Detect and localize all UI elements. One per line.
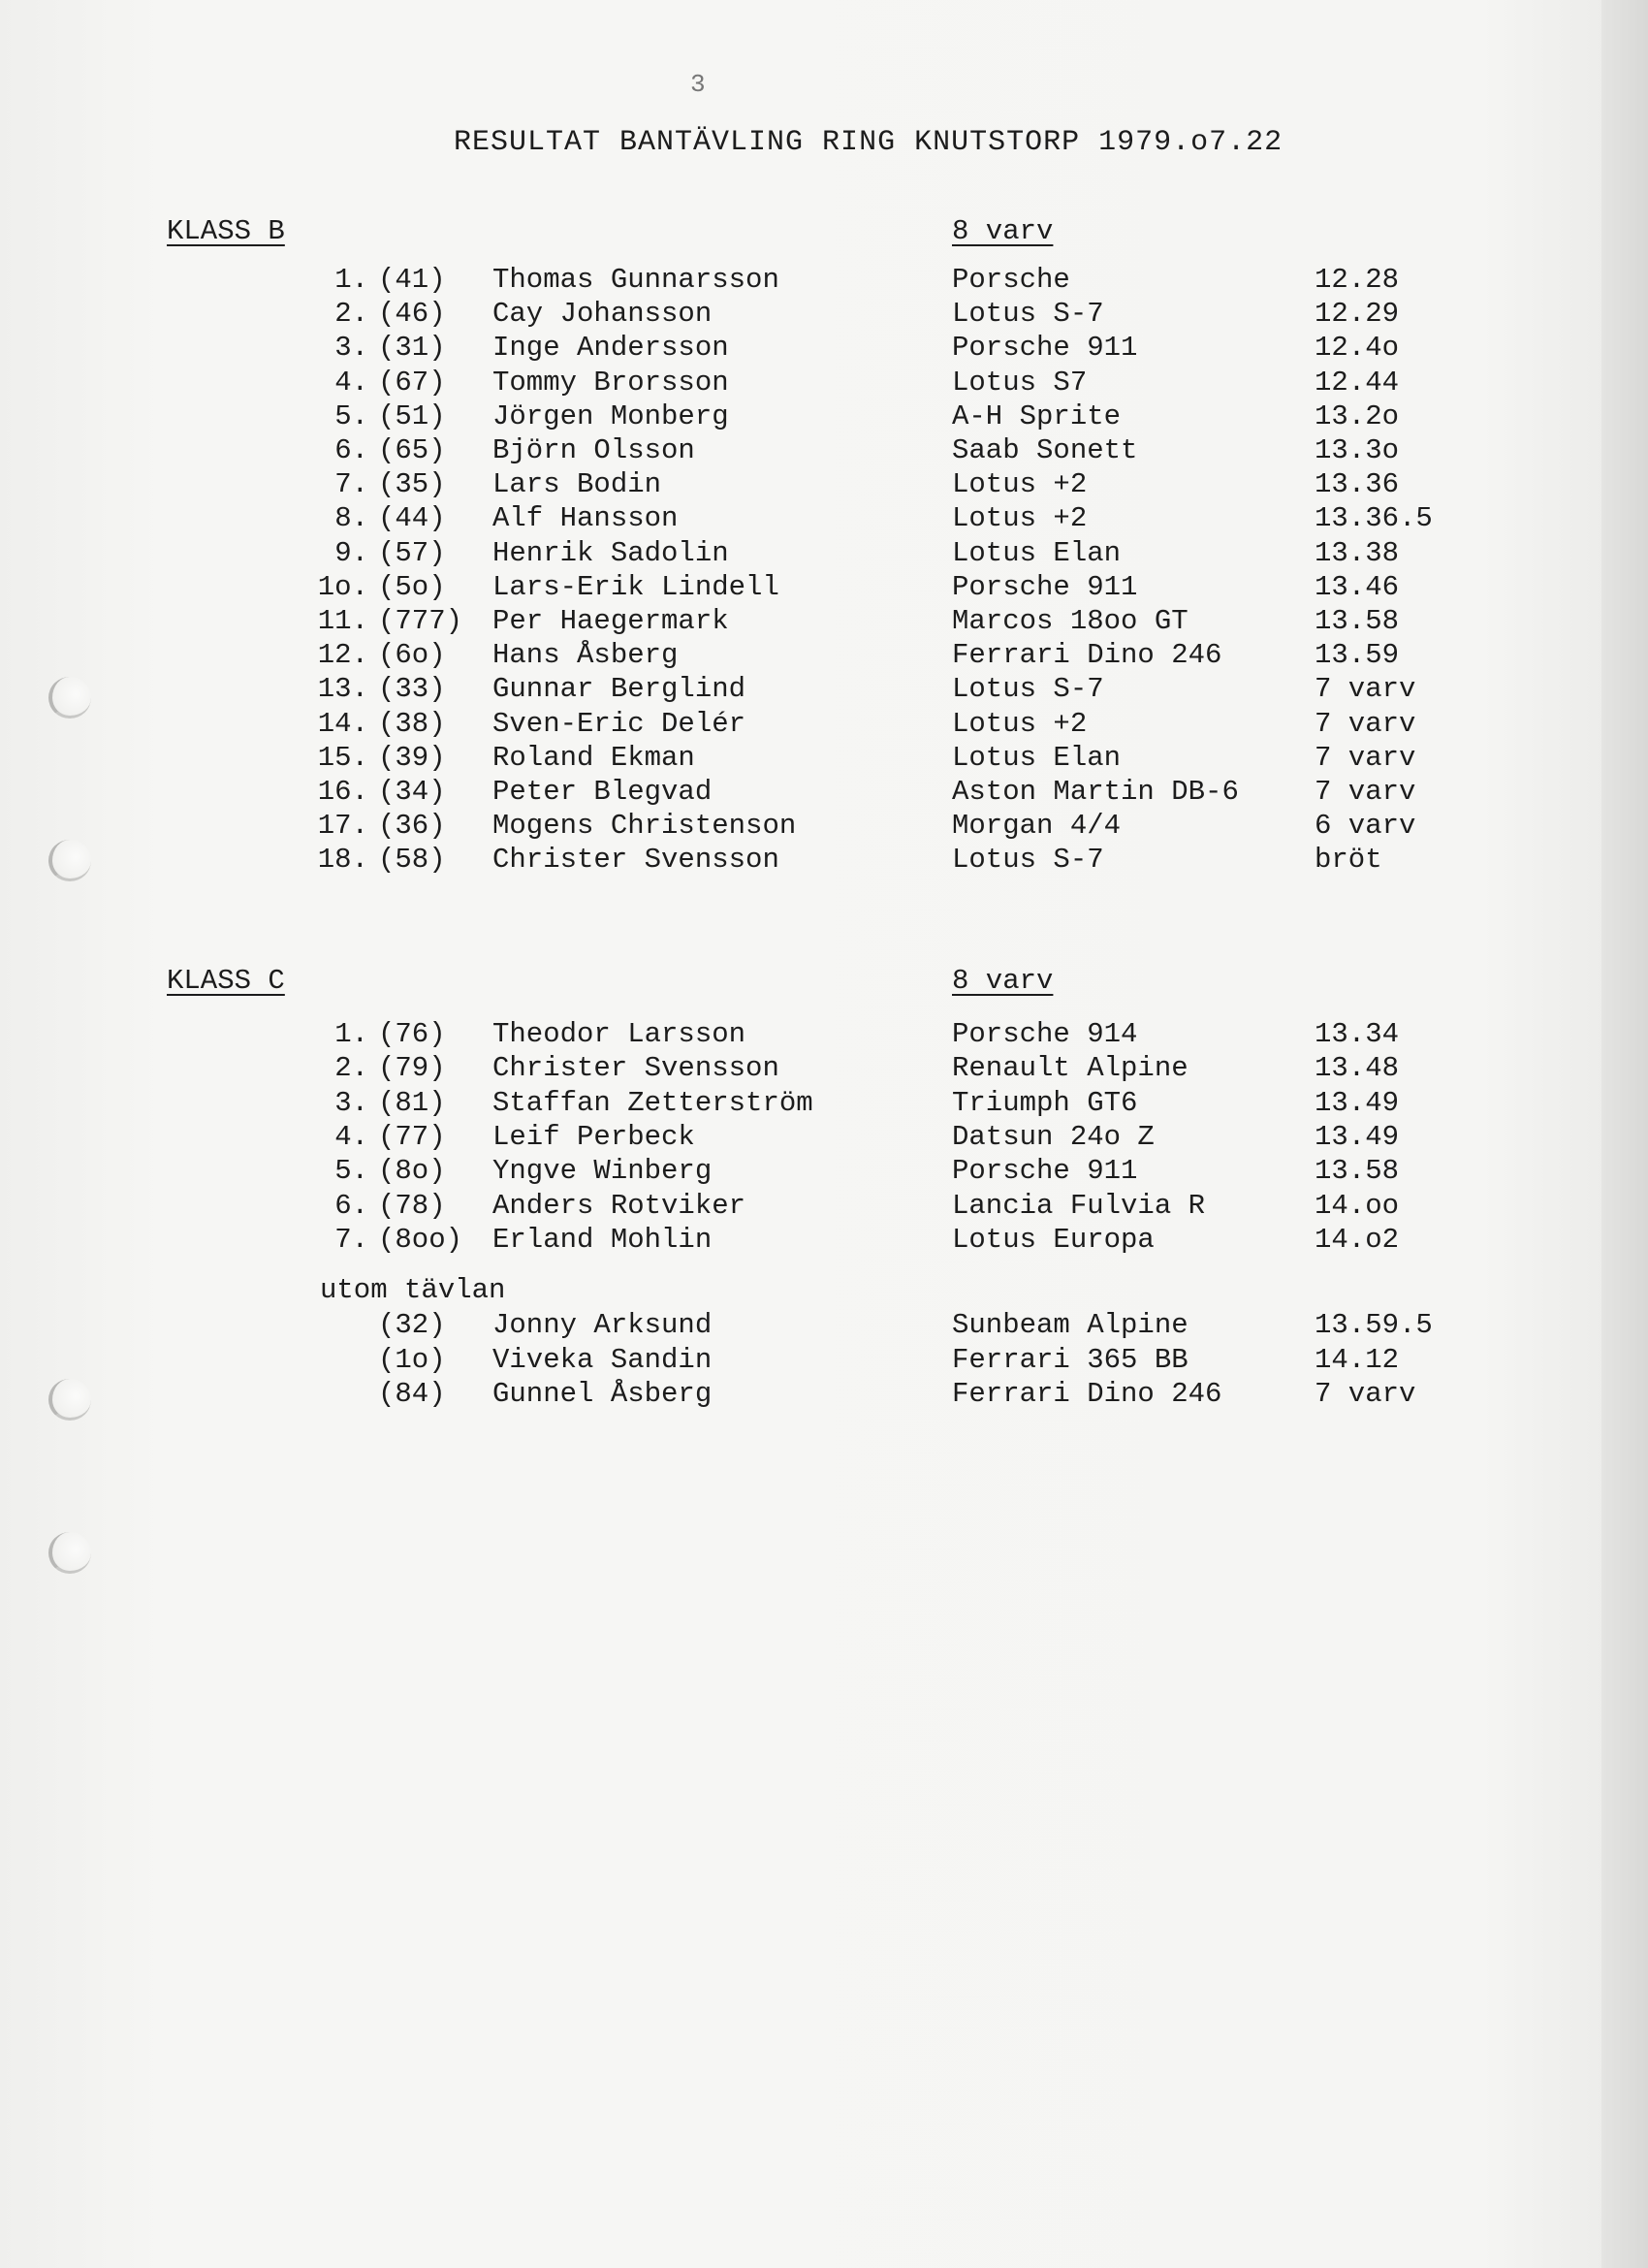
row-num: (32) — [378, 1309, 446, 1341]
row-name: Gunnel Åsberg — [492, 1378, 713, 1410]
row-name: Lars-Erik Lindell — [492, 570, 779, 603]
row-result: 13.59 — [1315, 639, 1400, 672]
row-result: 12.44 — [1315, 366, 1400, 399]
row-car: Porsche 911 — [952, 570, 1138, 603]
row-car: Porsche 911 — [952, 332, 1138, 365]
row-name: Inge Andersson — [492, 332, 729, 365]
row-car: Marcos 18oo GT — [952, 605, 1188, 637]
row-car: Lancia Fulvia R — [952, 1189, 1206, 1222]
row-pos: 3. — [334, 332, 368, 365]
row-pos: 6. — [334, 1189, 368, 1222]
row-num: (6o) — [378, 639, 446, 672]
row-result: 13.34 — [1315, 1018, 1400, 1050]
row-pos: 4. — [334, 1120, 368, 1153]
row-car: Lotus Elan — [952, 536, 1122, 569]
row-name: Anders Rotviker — [492, 1189, 746, 1222]
row-pos: 12. — [317, 639, 368, 672]
row-car: A-H Sprite — [952, 399, 1122, 432]
row-pos: 15. — [317, 741, 368, 774]
klass-c-label: KLASS C — [167, 965, 285, 997]
row-name: Cay Johansson — [492, 298, 713, 331]
row-result: 6 varv — [1315, 810, 1416, 843]
row-pos: 18. — [317, 844, 368, 877]
row-pos: 7. — [334, 468, 368, 501]
row-name: Christer Svensson — [492, 1052, 779, 1085]
row-name: Viveka Sandin — [492, 1343, 713, 1376]
row-result: 7 varv — [1315, 1378, 1416, 1410]
row-num: (38) — [378, 707, 446, 740]
punch-hole — [48, 1532, 91, 1574]
row-car: Ferrari 365 BB — [952, 1343, 1188, 1376]
row-name: Alf Hansson — [492, 502, 679, 535]
page-number: 3 — [690, 70, 706, 99]
row-result: 13.58 — [1315, 1155, 1400, 1188]
row-name: Mogens Christenson — [492, 810, 797, 843]
row-car: Lotus S-7 — [952, 673, 1104, 706]
document-title: RESULTAT BANTÄVLING RING KNUTSTORP 1979.o7.22 — [454, 126, 1284, 159]
row-car: Porsche — [952, 264, 1070, 296]
row-pos: 5. — [334, 399, 368, 432]
row-car: Lotus Elan — [952, 741, 1122, 774]
row-num: (8o) — [378, 1155, 446, 1188]
punch-hole — [48, 1379, 91, 1421]
row-pos: 1. — [334, 264, 368, 296]
row-car: Lotus +2 — [952, 468, 1088, 501]
row-result: 13.49 — [1315, 1086, 1400, 1119]
row-num: (46) — [378, 298, 446, 331]
row-car: Triumph GT6 — [952, 1086, 1138, 1119]
row-car: Porsche 914 — [952, 1018, 1138, 1050]
row-num: (5o) — [378, 570, 446, 603]
row-pos: 16. — [317, 776, 368, 808]
row-num: (65) — [378, 434, 446, 466]
row-name: Christer Svensson — [492, 844, 779, 877]
row-num: (84) — [378, 1378, 446, 1410]
row-result: 13.3o — [1315, 434, 1400, 466]
row-result: 13.36 — [1315, 468, 1400, 501]
row-pos: 9. — [334, 536, 368, 569]
row-num: (77) — [378, 1120, 446, 1153]
row-name: Henrik Sadolin — [492, 536, 729, 569]
row-car: Lotus +2 — [952, 502, 1088, 535]
punch-hole — [48, 677, 91, 719]
row-car: Lotus S7 — [952, 366, 1088, 399]
row-result: 13.2o — [1315, 399, 1400, 432]
row-car: Porsche 911 — [952, 1155, 1138, 1188]
row-car: Ferrari Dino 246 — [952, 1378, 1222, 1410]
row-result: 13.59.5 — [1315, 1309, 1433, 1341]
row-num: (76) — [378, 1018, 446, 1050]
row-pos: 4. — [334, 366, 368, 399]
row-car: Renault Alpine — [952, 1052, 1188, 1085]
klass-b-label: KLASS B — [167, 215, 285, 247]
row-pos: 2. — [334, 298, 368, 331]
row-car: Lotus S-7 — [952, 298, 1104, 331]
row-name: Hans Åsberg — [492, 639, 679, 672]
row-result: 12.29 — [1315, 298, 1400, 331]
row-num: (78) — [378, 1189, 446, 1222]
row-num: (1o) — [378, 1343, 446, 1376]
row-pos: 2. — [334, 1052, 368, 1085]
row-car: Saab Sonett — [952, 434, 1138, 466]
row-result: 7 varv — [1315, 776, 1416, 808]
row-name: Björn Olsson — [492, 434, 695, 466]
row-pos: 6. — [334, 434, 368, 466]
row-result: 14.o2 — [1315, 1223, 1400, 1256]
row-name: Sven-Eric Delér — [492, 707, 746, 740]
row-result: 12.4o — [1315, 332, 1400, 365]
row-name: Lars Bodin — [492, 468, 662, 501]
row-num: (58) — [378, 844, 446, 877]
row-name: Staffan Zetterström — [492, 1086, 813, 1119]
row-result: 14.oo — [1315, 1189, 1400, 1222]
row-result: 13.49 — [1315, 1120, 1400, 1153]
row-result: 13.58 — [1315, 605, 1400, 637]
row-pos: 11. — [317, 605, 368, 637]
row-pos: 8. — [334, 502, 368, 535]
utom-tavlan-label: utom tävlan — [320, 1274, 506, 1306]
row-pos: 7. — [334, 1223, 368, 1256]
row-car: Aston Martin DB-6 — [952, 776, 1239, 808]
row-name: Yngve Winberg — [492, 1155, 713, 1188]
row-car: Ferrari Dino 246 — [952, 639, 1222, 672]
row-num: (51) — [378, 399, 446, 432]
row-num: (35) — [378, 468, 446, 501]
row-name: Tommy Brorsson — [492, 366, 729, 399]
row-pos: 3. — [334, 1086, 368, 1119]
row-car: Lotus S-7 — [952, 844, 1104, 877]
page-edge-shadow — [1601, 0, 1648, 2268]
row-car: Sunbeam Alpine — [952, 1309, 1188, 1341]
row-num: (44) — [378, 502, 446, 535]
row-pos: 1. — [334, 1018, 368, 1050]
row-num: (777) — [378, 605, 463, 637]
row-pos: 5. — [334, 1155, 368, 1188]
row-pos: 1o. — [317, 570, 368, 603]
row-car: Datsun 24o Z — [952, 1120, 1155, 1153]
row-num: (31) — [378, 332, 446, 365]
row-name: Leif Perbeck — [492, 1120, 695, 1153]
row-num: (36) — [378, 810, 446, 843]
row-name: Per Haegermark — [492, 605, 729, 637]
row-num: (81) — [378, 1086, 446, 1119]
row-num: (79) — [378, 1052, 446, 1085]
row-result: 13.38 — [1315, 536, 1400, 569]
row-pos: 13. — [317, 673, 368, 706]
row-name: Thomas Gunnarsson — [492, 264, 779, 296]
klass-b-laps: 8 varv — [952, 215, 1054, 247]
row-num: (57) — [378, 536, 446, 569]
row-num: (33) — [378, 673, 446, 706]
row-result: 12.28 — [1315, 264, 1400, 296]
row-car: Lotus Europa — [952, 1223, 1155, 1256]
punch-hole — [48, 840, 91, 881]
row-car: Lotus +2 — [952, 707, 1088, 740]
row-num: (41) — [378, 264, 446, 296]
row-num: (67) — [378, 366, 446, 399]
row-result: bröt — [1315, 844, 1382, 877]
row-name: Peter Blegvad — [492, 776, 713, 808]
row-result: 7 varv — [1315, 741, 1416, 774]
row-pos: 14. — [317, 707, 368, 740]
row-name: Jonny Arksund — [492, 1309, 713, 1341]
row-num: (39) — [378, 741, 446, 774]
row-result: 13.46 — [1315, 570, 1400, 603]
row-name: Roland Ekman — [492, 741, 695, 774]
row-car: Morgan 4/4 — [952, 810, 1122, 843]
row-name: Jörgen Monberg — [492, 399, 729, 432]
row-result: 13.36.5 — [1315, 502, 1433, 535]
row-name: Theodor Larsson — [492, 1018, 746, 1050]
row-pos: 17. — [317, 810, 368, 843]
row-result: 7 varv — [1315, 673, 1416, 706]
row-num: (8oo) — [378, 1223, 463, 1256]
row-name: Gunnar Berglind — [492, 673, 746, 706]
row-name: Erland Mohlin — [492, 1223, 713, 1256]
row-num: (34) — [378, 776, 446, 808]
row-result: 13.48 — [1315, 1052, 1400, 1085]
row-result: 14.12 — [1315, 1343, 1400, 1376]
row-result: 7 varv — [1315, 707, 1416, 740]
klass-c-laps: 8 varv — [952, 965, 1054, 997]
